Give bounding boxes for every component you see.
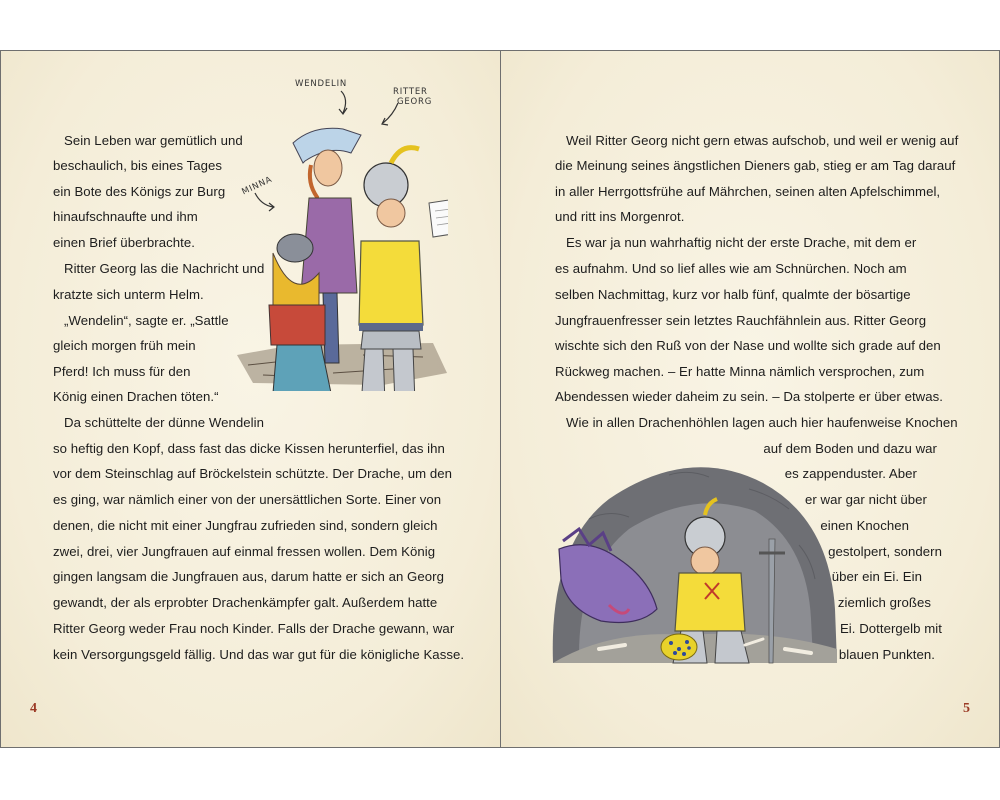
text-line: „Wendelin“, sagte er. „Sattle <box>64 313 229 328</box>
text-line: Ritter Georg las die Nachricht und <box>64 261 265 276</box>
text-line: wischte sich den Ruß von der Nase und wollte sich grade auf den <box>555 338 941 353</box>
characters-illustration <box>233 73 448 391</box>
text-line: über ein Ei. Ein <box>831 569 922 584</box>
text-line: es zappenduster. Aber <box>784 466 917 481</box>
text-line: Ei. Dottergelb mit <box>839 621 942 636</box>
text-line: die Meinung seines ängstlichen Dieners gab, stieg er am Tag darauf <box>555 158 956 173</box>
text-line: einen Brief überbrachte. <box>53 235 195 250</box>
label-minna: MINNA <box>240 174 274 198</box>
text-line: hinaufschnaufte und ihm <box>53 209 198 224</box>
text-line: in aller Herrgottsfrühe auf Mährchen, seinen alten Apfelschimmel, <box>555 184 941 199</box>
text-line: Ritter Georg weder Frau noch Kinder. Falls der Drache gewann, war <box>53 621 455 636</box>
text-line: selben Nachmittag, kurz vor halb fünf, qualmte der bösartige <box>555 287 911 302</box>
text-line: denen, die nicht mit einer Jungfrau zufrieden sind, sondern gleich <box>53 518 438 533</box>
text-line: es ging, war nämlich einer von der unersättlichen Sorte. Einer von <box>53 492 442 507</box>
label-georg: GEORG <box>397 97 433 107</box>
text-line: und ritt ins Morgenrot. <box>555 209 685 224</box>
label-georg: RITTER <box>393 87 428 97</box>
text-line: gestolpert, sondern <box>828 544 942 559</box>
text-line: blauen Punkten. <box>838 647 935 662</box>
text-line: Jungfrauenfresser sein letztes Rauchfähnlein aus. Ritter Georg <box>555 313 927 328</box>
text-line: gleich morgen früh mein <box>53 338 196 353</box>
cave-illustration <box>549 449 839 669</box>
text-line: Es war ja nun wahrhaftig nicht der erste Drache, mit dem er <box>566 235 917 250</box>
text-line: Da schüttelte der dünne Wendelin <box>64 415 265 430</box>
text-line: Rückweg machen. – Er hatte Minna nämlich versprochen, zum <box>555 364 925 379</box>
page-number: 5 <box>963 701 970 716</box>
page-number: 4 <box>30 701 37 716</box>
text-line: Pferd! Ich muss für den <box>53 364 191 379</box>
text-line: zwei, drei, vier Jungfrauen auf einmal fressen wollen. Dem König <box>53 544 436 559</box>
text-line: er war gar nicht über <box>805 492 927 507</box>
text-line: gewandt, der als erprobter Drachenkämpfer galt. Außerdem hatte <box>53 595 438 610</box>
text-line: einen Knochen <box>820 518 909 533</box>
text-line: ziemlich großes <box>837 595 931 610</box>
label-wendelin: WENDELIN <box>295 79 348 89</box>
text-line: kratzte sich unterm Helm. <box>53 287 204 302</box>
text-line: Wie in allen Drachenhöhlen lagen auch hier haufenweise Knochen <box>566 415 958 430</box>
text-line: beschaulich, bis eines Tages <box>53 158 223 173</box>
text-line: gingen langsam die Jungfrauen aus, darum hatte er sich an Georg <box>53 569 444 584</box>
text-line: kein Versorgungsgeld fällig. Und das war gut für die königliche Kasse. <box>53 647 465 662</box>
text-line: es aufnahm. Und so lief alles wie am Schnürchen. Noch am <box>555 261 907 276</box>
text-line: Sein Leben war gemütlich und <box>64 133 243 148</box>
text-line: vor dem Steinschlag auf Bröckelstein schützte. Der Drache, um den <box>53 466 453 481</box>
text-line: König einen Drachen töten.“ <box>53 389 219 404</box>
text-line: ein Bote des Königs zur Burg <box>53 184 226 199</box>
text-line: auf dem Boden und dazu war <box>763 441 937 456</box>
text-line: Weil Ritter Georg nicht gern etwas aufschob, und weil er wenig auf <box>566 133 959 148</box>
right-page <box>500 50 1000 748</box>
text-line: Abendessen wieder daheim zu sein. – Da stolperte er über etwas. <box>555 389 944 404</box>
text-line: so heftig den Kopf, dass fast das dicke Kissen herunterfiel, das ihn <box>53 441 445 456</box>
left-page <box>0 50 501 748</box>
